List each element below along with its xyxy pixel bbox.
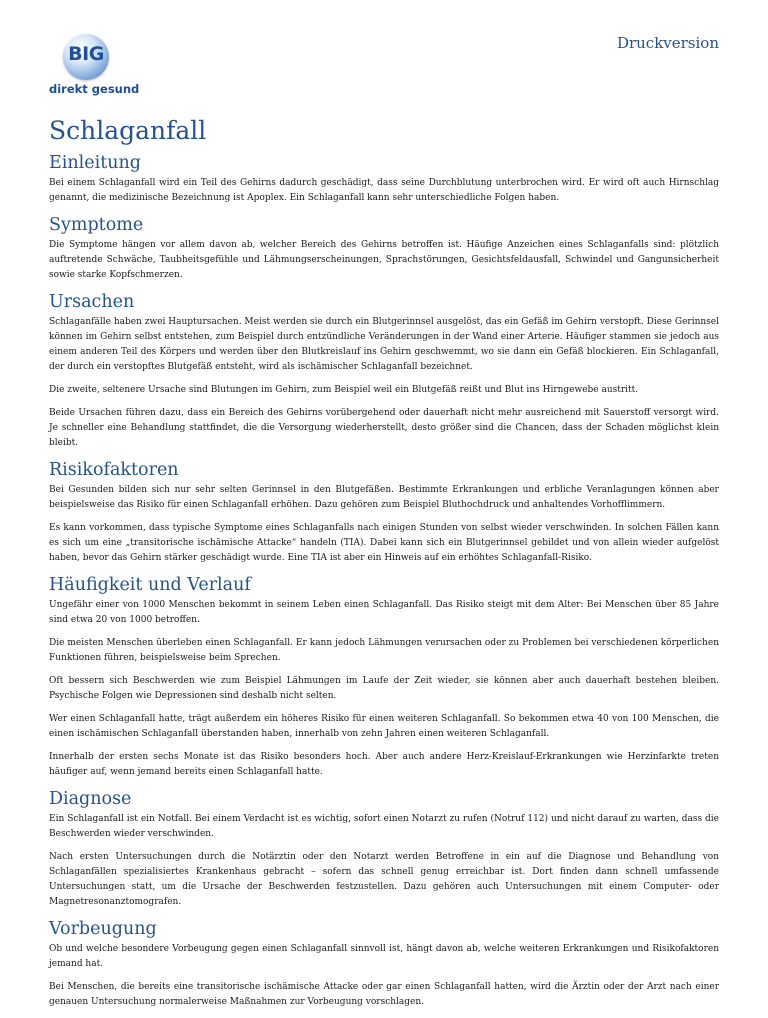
big-logo[interactable] xyxy=(49,34,140,98)
section-heading: Symptome xyxy=(49,215,144,235)
article-content xyxy=(49,116,719,1018)
logo-subtitle: direkt gesund xyxy=(49,82,140,96)
section-paragraph: Die meisten Menschen überleben einen Schlaganfall. Er kann jedoch Lähmungen verursachen oder zu Problemen bei verschiedenen körperlichen Funktionen führen, beispielsweise beim Sprechen. xyxy=(49,638,719,663)
article-section xyxy=(49,459,719,566)
section-heading: Ursachen xyxy=(49,292,135,312)
section-heading: Risikofaktoren xyxy=(49,460,179,480)
section-paragraph: Die Symptome hängen vor allem davon ab, welcher Bereich des Gehirns betroffen ist. Häufige Anzeichen eines Schlaganfalls sind: plötzlich auftretende Schwäche, Taubheitsgefühle und Lähmungserscheinungen, Sprachstörungen, Gesichtsfeldausfall, Schwindel und Gangunsicherheit sowie starke Kopfschmerzen. xyxy=(49,240,719,280)
article-section xyxy=(49,214,719,283)
section-paragraph: Bei einem Schlaganfall wird ein Teil des Gehirns dadurch geschädigt, dass seine Durchblutung unterbrochen wird. Er wird oft auch Hirnschlag genannt, die medizinische Bezeichnung ist Apoplex. Ein Schlaganfall kann sehr unterschiedliche Folgen haben. xyxy=(49,178,719,203)
article-section xyxy=(49,152,719,206)
article-section xyxy=(49,788,719,910)
section-paragraph: Schlaganfälle haben zwei Hauptursachen. Meist werden sie durch ein Blutgerinnsel ausgelöst, das ein Gefäß im Gehirn verstopft. Diese Gerinnsel können im Gehirn selbst entstehen, zum Beispiel durch entzündliche Veränderungen in der Wand einer Arterie. Häufiger stammen sie jedoch aus einem anderen Teil des Körpers und werden über den Blutkreislauf ins Gehirn geschwemmt, wo sie dann ein Gefäß blockieren. Ein Schlaganfall, der durch ein verstopftes Blutgefäß entsteht, wird als ischämischer Schlaganfall bezeichnet. xyxy=(49,317,719,372)
section-paragraph: Bei Menschen, die bereits eine transitorische ischämische Attacke oder gar einen Schlaganfall hatten, wird die Ärztin oder der Arzt nach einer genauen Untersuchung normalerweise Maßnahmen zur Vorbeugung vorschlagen. xyxy=(49,982,719,1007)
section-paragraph: Beide Ursachen führen dazu, dass ein Bereich des Gehirns vorübergehend oder dauerhaft nicht mehr ausreichend mit Sauerstoff versorgt wird. Je schneller eine Behandlung stattfindet, die die Versorgung wiederherstellt, desto größer sind die Chancen, dass der Schaden möglichst klein bleibt. xyxy=(49,408,719,448)
article-section xyxy=(49,291,719,451)
article-section xyxy=(49,574,719,780)
page-title: Schlaganfall xyxy=(49,116,207,145)
section-heading: Vorbeugung xyxy=(49,919,157,939)
section-paragraph: Oft bessern sich Beschwerden wie zum Beispiel Lähmungen im Laufe der Zeit wieder, sie können aber auch dauerhaft bestehen bleiben. Psychische Folgen wie Depressionen sind deshalb nicht selten. xyxy=(49,676,719,701)
section-paragraph: Wer einen Schlaganfall hatte, trägt außerdem ein höheres Risiko für einen weiteren Schlaganfall. So bekommen etwa 40 von 100 Menschen, die einen ischämischen Schlaganfall überstanden haben, innerhalb von zehn Jahren einen weiteren Schlaganfall. xyxy=(49,714,719,739)
section-heading: Einleitung xyxy=(49,153,141,173)
section-paragraph: Ob und welche besondere Vorbeugung gegen einen Schlaganfall sinnvoll ist, hängt davon ab, welche weiteren Erkrankungen und Risikofaktoren jemand hat. xyxy=(49,944,719,969)
section-paragraph: Ein Schlaganfall ist ein Notfall. Bei einem Verdacht ist es wichtig, sofort einen Notarzt zu rufen (Notruf 112) und nicht darauf zu warten, dass die Beschwerden wieder verschwinden. xyxy=(49,814,719,839)
section-paragraph: Ungefähr einer von 1000 Menschen bekommt in seinem Leben einen Schlaganfall. Das Risiko steigt mit dem Alter: Bei Menschen über 85 Jahre sind etwa 20 von 1000 betroffen. xyxy=(49,600,719,625)
section-paragraph: Die zweite, seltenere Ursache sind Blutungen im Gehirn, zum Beispiel weil ein Blutgefäß reißt und Blut ins Hirngewebe austritt. xyxy=(49,385,639,395)
section-paragraph: Bei Gesunden bilden sich nur sehr selten Gerinnsel in den Blutgefäßen. Bestimmte Erkrankungen und erbliche Veranlagungen können aber beispielsweise das Risiko für einen Schlaganfall erhöhen. Dazu gehören zum Beispiel Bluthochdruck und anhaltendes Vorhofflimmern. xyxy=(49,485,719,510)
section-heading: Diagnose xyxy=(49,789,132,809)
logo-text: BIG xyxy=(68,43,104,65)
section-paragraph: Innerhalb der ersten sechs Monate ist das Risiko besonders hoch. Aber auch andere Herz-Kreislauf-Erkrankungen wie Herzinfarkte treten häufiger auf, wenn jemand bereits einen Schlaganfall hatte. xyxy=(49,752,719,777)
article-sections xyxy=(49,152,719,1010)
section-paragraph: Nach ersten Untersuchungen durch die Notärztin oder den Notarzt werden Betroffene in ein auf die Diagnose und Behandlung von Schlaganfällen spezialisiertes Krankenhaus gebracht – sofern das schnell genug erreichbar ist. Dort finden dann schnell umfassende Untersuchungen statt, um die Ursache der Beschwerden festzustellen. Dazu gehören auch Untersuchungen mit einem Computer- oder Magnetresonanztomografen. xyxy=(49,852,719,907)
section-heading: Häufigkeit und Verlauf xyxy=(49,575,251,595)
section-paragraph: Es kann vorkommen, dass typische Symptome eines Schlaganfalls nach einigen Stunden von selbst wieder verschwinden. In solchen Fällen kann es sich um eine „transitorische ischämische Attacke“ handeln (TIA). Dabei kann sich ein Blutgerinnsel gebildet und von allein wieder aufgelöst haben, bevor das Gehirn stärker geschädigt wurde. Eine TIA ist aber ein Hinweis auf ein erhöhtes Schlaganfall-Risiko. xyxy=(49,523,719,563)
article-section xyxy=(49,918,719,1010)
page-header xyxy=(0,0,768,110)
print-version-link[interactable]: Druckversion xyxy=(616,34,719,52)
